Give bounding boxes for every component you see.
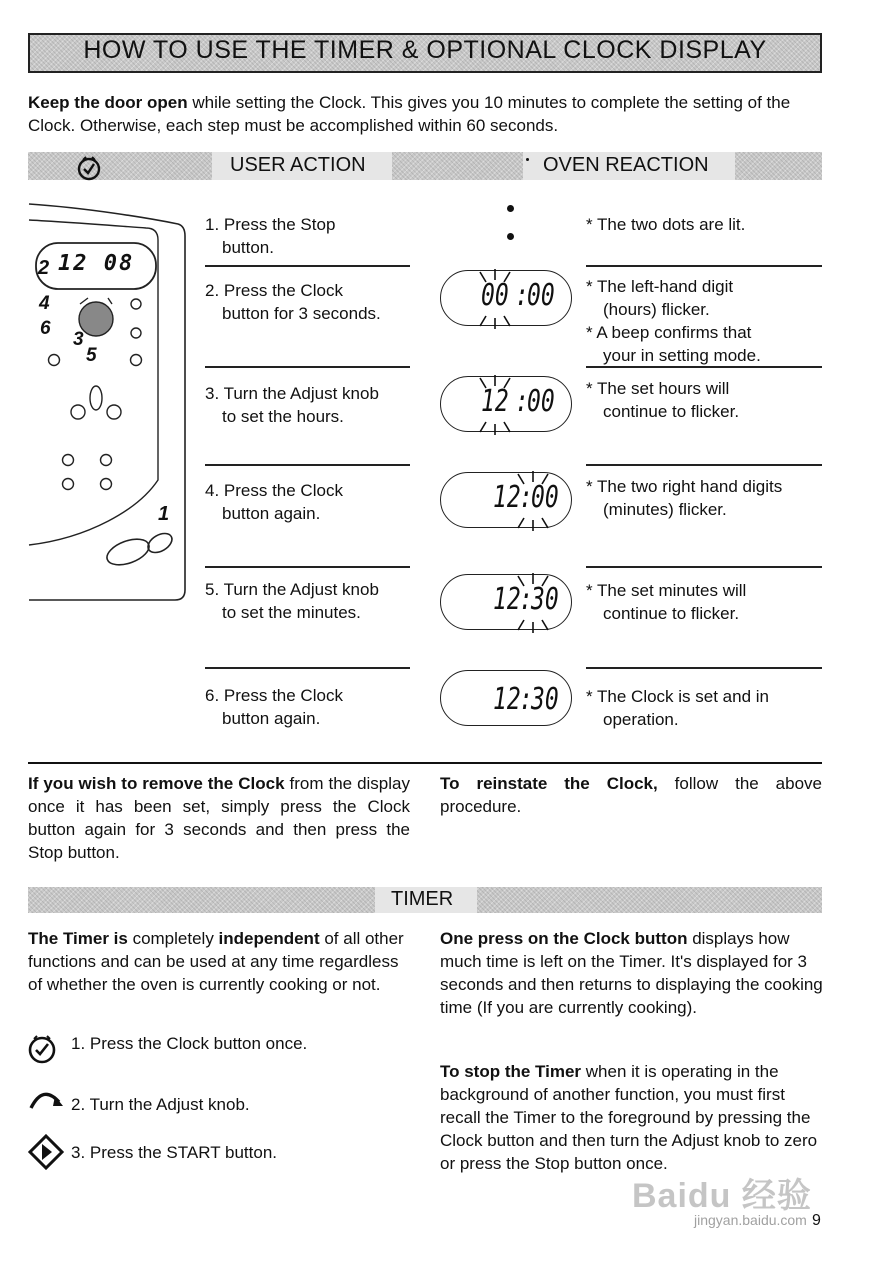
lcd-hours: 12 — [493, 583, 521, 617]
lcd-colon: : — [515, 385, 529, 419]
lcd-hours: 00 — [481, 279, 509, 313]
reaction-4-line2: (minutes) flicker. — [603, 500, 727, 519]
reaction-2 — [586, 275, 826, 367]
lcd-colon: : — [519, 583, 533, 617]
oven-reaction-header: OVEN REACTION — [543, 154, 709, 176]
reaction-divider — [586, 566, 822, 568]
intro-bold: Keep the door open — [28, 93, 188, 112]
step-3-line2: to set the hours. — [222, 407, 344, 426]
timer-step-2: 2. Turn the Adjust knob. — [71, 1095, 250, 1114]
lcd-display-step-6 — [440, 670, 572, 726]
lcd-minutes: 00 — [527, 385, 555, 419]
flicker-icon — [508, 470, 558, 532]
stop-timer-text: when it is operating in the background of another function, you must first recall the Timer to the foreground by pressing the Clock button and then turn the Adjust knob to zero or press the Stop button once. — [440, 1062, 818, 1173]
intro-text: while setting the Clock. This gives you 10 minutes to complete the setting of the Clock. Otherwise, each step must be accomplished within 60 seconds. — [28, 93, 791, 135]
reaction-4 — [586, 475, 826, 521]
timer-step-3: 3. Press the START button. — [71, 1143, 277, 1162]
flicker-icon — [508, 572, 558, 634]
step-2 — [205, 279, 420, 325]
lcd-minutes: 00 — [527, 279, 555, 313]
step-divider — [205, 265, 410, 267]
step-2-line1: 2. Press the Clock — [205, 281, 343, 300]
remove-clock-paragraph — [28, 772, 410, 864]
timer-header: TIMER — [391, 888, 454, 910]
page-title: HOW TO USE THE TIMER & OPTIONAL CLOCK DISPLAY — [83, 36, 767, 64]
reinstate-clock-paragraph — [440, 772, 822, 818]
one-press-bold: One press on the Clock button — [440, 929, 688, 948]
step-4-line1: 4. Press the Clock — [205, 481, 343, 500]
reaction-3 — [586, 377, 826, 423]
panel-number-6: 6 — [40, 318, 51, 339]
reaction-2-line4: your in setting mode. — [603, 346, 761, 365]
panel-number-2: 2 — [38, 257, 50, 279]
step-1 — [205, 213, 420, 259]
reaction-2-line3: * A beep confirms that — [586, 323, 752, 342]
header-dot — [526, 158, 529, 161]
display-dot-bottom — [507, 233, 514, 240]
watermark-logo: Baidu 经验 — [632, 1177, 812, 1215]
lcd-minutes: 30 — [531, 683, 559, 717]
reaction-5-line2: continue to flicker. — [603, 604, 740, 623]
display-dot-top — [507, 205, 514, 212]
lcd-hours: 12 — [493, 481, 521, 515]
step-4-line2: button again. — [222, 504, 321, 523]
reaction-3-line2: continue to flicker. — [603, 402, 740, 421]
step-divider — [205, 464, 410, 466]
lcd-minutes: 00 — [531, 481, 559, 515]
timer-intro-text2: of all other functions and can be used at any time regardless of whether the oven is currently cooking or not. — [28, 929, 404, 994]
stop-timer-bold: To stop the Timer — [440, 1062, 582, 1081]
step-6-line1: 6. Press the Clock — [205, 686, 343, 705]
reaction-1 — [586, 213, 826, 236]
panel-number-4: 4 — [39, 293, 50, 314]
timer-intro-paragraph — [28, 927, 410, 996]
page-number: 9 — [812, 1212, 821, 1229]
lcd-colon: : — [519, 683, 533, 717]
step-5 — [205, 578, 420, 624]
lcd-hours: 12 — [481, 385, 509, 419]
reaction-6 — [586, 685, 826, 731]
step-3-line1: 3. Turn the Adjust knob — [205, 384, 379, 403]
clock-icon — [74, 154, 104, 182]
reinstate-clock-bold: To reinstate the Clock, — [440, 774, 658, 793]
panel-number-5: 5 — [86, 345, 97, 366]
step-2-line2: button for 3 seconds. — [222, 304, 381, 323]
reaction-1-line1: * The two dots are lit. — [586, 215, 746, 234]
timer-step-1: 1. Press the Clock button once. — [71, 1034, 308, 1053]
step-5-line1: 5. Turn the Adjust knob — [205, 580, 379, 599]
knob-turn-icon — [27, 1088, 67, 1112]
reaction-2-line1: * The left-hand digit — [586, 277, 734, 296]
flicker-icon — [470, 374, 520, 436]
step-6-line2: button again. — [222, 709, 321, 728]
step-1-line1: 1. Press the Stop — [205, 215, 336, 234]
step-4 — [205, 479, 420, 525]
lcd-hours: 12 — [493, 683, 521, 717]
clock-icon — [25, 1032, 61, 1066]
step-6 — [205, 684, 420, 730]
reaction-divider — [586, 265, 822, 267]
reaction-5 — [586, 579, 826, 625]
lcd-colon: : — [519, 481, 533, 515]
timer-intro-bold2: independent — [218, 929, 320, 948]
reinstate-clock-text: follow the above procedure. — [440, 774, 822, 816]
panel-number-3: 3 — [73, 329, 84, 350]
step-1-line2: button. — [222, 238, 274, 257]
step-divider — [205, 366, 410, 368]
lcd-minutes: 30 — [531, 583, 559, 617]
reaction-6-line1: * The Clock is set and in — [586, 687, 769, 706]
step-divider — [205, 667, 410, 669]
reaction-4-line1: * The two right hand digits — [586, 477, 783, 496]
step-divider — [205, 566, 410, 568]
user-action-header: USER ACTION — [230, 154, 366, 176]
remove-clock-text: from the display once it has been set, simply press the Clock button again for 3 seconds and then press the Stop button. — [28, 774, 410, 862]
stop-timer-paragraph — [440, 1060, 825, 1175]
remove-clock-bold: If you wish to remove the Clock — [28, 774, 285, 793]
reaction-divider — [586, 667, 822, 669]
section-divider — [28, 762, 822, 764]
reaction-6-line2: operation. — [603, 710, 679, 729]
timer-intro-text1: completely — [127, 929, 219, 948]
intro-paragraph — [28, 91, 828, 137]
step-5-line2: to set the minutes. — [222, 603, 361, 622]
reaction-2-line2: (hours) flicker. — [603, 300, 710, 319]
step-3 — [205, 382, 420, 428]
one-press-paragraph — [440, 927, 825, 1019]
flicker-icon — [470, 268, 520, 330]
one-press-text: displays how much time is left on the Timer. It's displayed for 3 seconds and then returns to displaying the cooking time (If you are currently cooking). — [440, 929, 823, 1017]
lcd-colon: : — [515, 279, 529, 313]
panel-number-1: 1 — [158, 503, 170, 525]
reaction-divider — [586, 464, 822, 466]
reaction-3-line1: * The set hours will — [586, 379, 730, 398]
panel-display-value: 12 08 — [58, 251, 135, 276]
timer-intro-bold1: The Timer is — [28, 929, 128, 948]
reaction-5-line1: * The set minutes will — [586, 581, 747, 600]
watermark-url: jingyan.baidu.com — [694, 1212, 807, 1228]
start-icon — [28, 1134, 64, 1170]
